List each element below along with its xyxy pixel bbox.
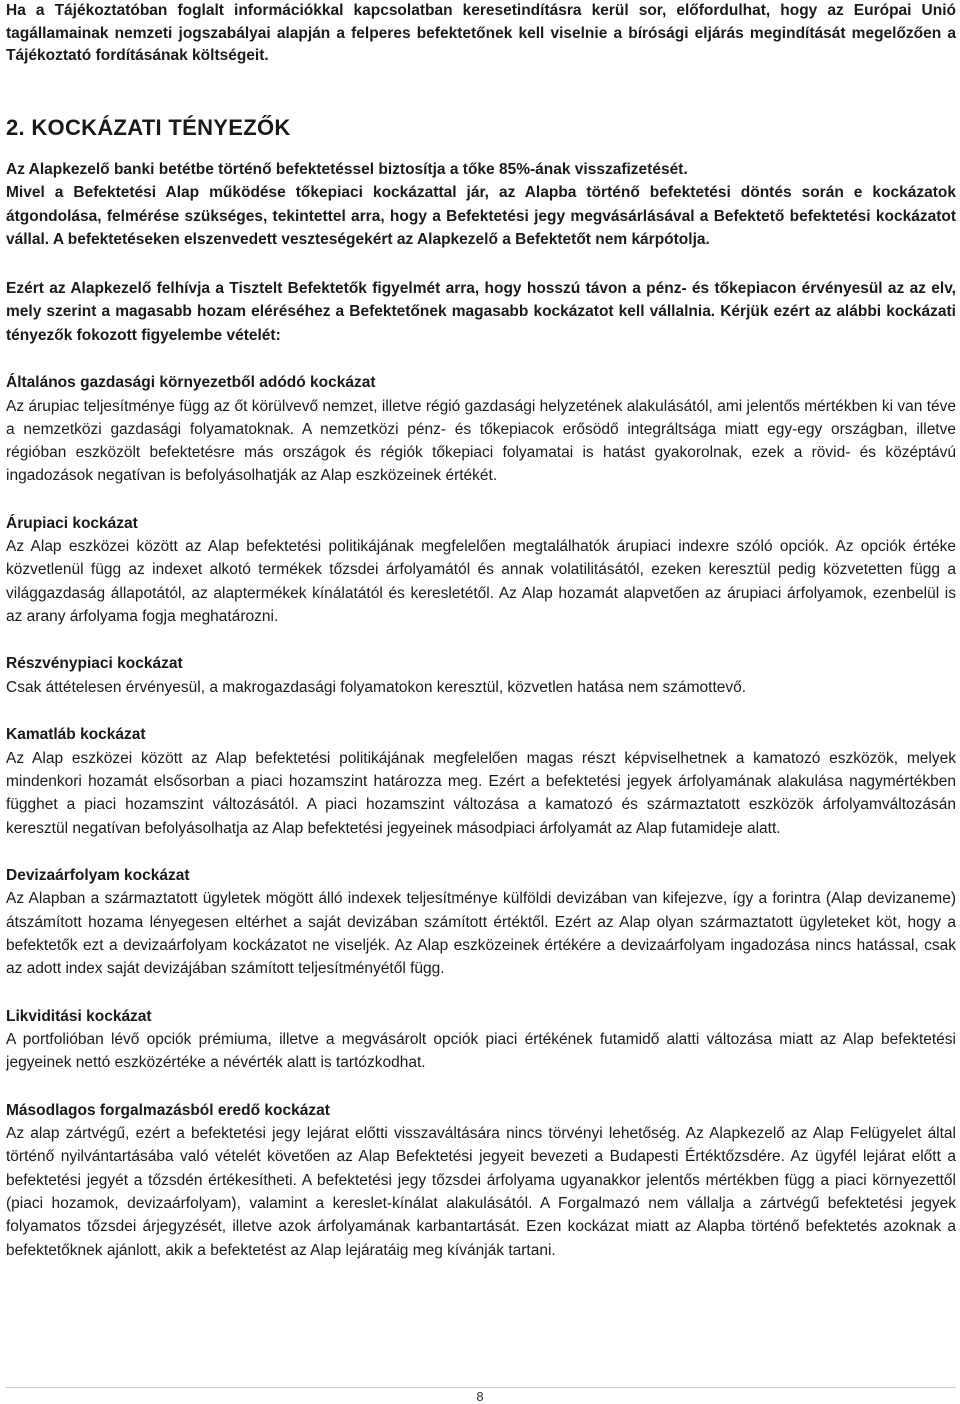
section-general-economic-risk: [6, 372, 956, 488]
section-liquidity-risk: [6, 1006, 956, 1075]
section-body: Az Alap eszközei között az Alap befektetési politikájának megfelelően megtalálhatók árupiaci indexre szóló opciók. Az opciók értéke közvetlenül függ az indexet alkotó termékek tőzsdei árfolyamától és annak volatilitásától, ezeken keresztül pedig közvetetten függ a világgazdaság állapotától, az alaptermékek kínálatától és keresletétől. Az Alap hozamát alapvetően az árupiaci árfolyamok, ezenbelül is az arany árfolyama fogja meghatározni.: [6, 538, 956, 626]
section-title: Árupiaci kockázat: [6, 514, 138, 532]
risk-intro-paragraph: Mivel a Befektetési Alap működése tőkepiaci kockázattal jár, az Alapba történő befektetési döntés során e kockázatok átgondolása, felmérése szükséges, tekintettel arra, hogy a Befektetési jegy megvásárlásával a Befektető befektetési kockázatot vállal. A befektetéseken elszenvedett veszteségekért az Alapkezelő a Befektetőt nem kárpótolja.: [6, 184, 956, 248]
section-body: Az alap zártvégű, ezért a befektetési jegy lejárat előtti visszaváltására nincs törvényi lehetőség. Az Alapkezelő az Alap Felügyelet által történő nyilvántartásába való vételét követően az Alap Befektetési jegyeit bevezeti a Budapesti Értéktőzsdére. Az ügyfél lejárat előtt a befektetési jegyét a tőzsdén értékesítheti. A befektetési jegy tőzsdei árfolyama ugyanakkor jelentős mértékben függ a piaci környezettől (piaci hozamok, devizaárfolyam), valamint a kereslet-kínálat alakulásától. A Forgalmazó nem vállalja a zártvégű befektetési jegyek folyamatos tőzsdei árjegyzését, illetve azok árfolyamának karbantartását. Ezen kockázat miatt az Alapba történő befektetés azoknak a befektetőknek ajánlott, akik a befektetést az Alap lejáratáig meg kívánják tartani.: [6, 1125, 956, 1259]
section-commodity-market-risk: [6, 513, 956, 629]
section-body: Csak áttételesen érvényesül, a makrogazdasági folyamatokon keresztül, közvetlen hatása nem számottevő.: [6, 678, 747, 696]
section-title: Devizaárfolyam kockázat: [6, 866, 190, 884]
risk-advice-paragraph: Ezért az Alapkezelő felhívja a Tisztelt Befektetők figyelmét arra, hogy hosszú távon a pénz- és tőkepiacon érvényesül az az elv, mely szerint a magasabb hozam eléréséhez a Befektetőnek magasabb kockázatot kell vállalnia. Kérjük ezért az alábbi kockázati tényezők fokozott figyelembe vételét:: [6, 279, 956, 344]
section-title: Részvénypiaci kockázat: [6, 655, 183, 673]
section-title: Kamatláb kockázat: [6, 726, 146, 744]
section-body: Az árupiac teljesítménye függ az őt körülvevő nemzet, illetve régió gazdasági helyzetének alakulásától, ami jelentős mértékben ki van téve a nemzetközi gazdasági folyamatoknak. A nemzetközi pénz- és tőkepiacok erősödő integráltsága miatt egy-egy országban, illetve régióban eszközölt befektetésre más országok és régiók tőkepiaci folyamatai is hatást gyakorolnak, ezek a rövid- és középtávú ingadozások negatívan is befolyásolhatják az Alap eszközeinek értékét.: [6, 397, 956, 485]
section-title: Likviditási kockázat: [6, 1007, 152, 1025]
section-body: Az Alapban a származtatott ügyletek mögött álló indexek teljesítménye külföldi devizában van kifejezve, így a forintra (Alap devizaneme) átszámított hozama lényegesen eltérhet a saját devizában számított értéktől. Ezért az Alap olyan származtatott ügyleteket köt, hogy a befektetők ezt a devizaárfolyam kockázatot ne viseljék. Az Alap eszközeinek értékére a devizaárfolyam ingadozása nincs hatással, csak az adott index saját devizájában számított teljesítményétől függ.: [6, 890, 956, 978]
section-secondary-trading-risk: [6, 1100, 956, 1262]
section-fx-rate-risk: [6, 865, 956, 981]
chapter-title: 2. KOCKÁZATI TÉNYEZŐK: [6, 114, 291, 140]
section-title: Általános gazdasági környezetből adódó kockázat: [6, 374, 376, 391]
document-page: [6, 0, 956, 1262]
section-body: Az Alap eszközei között az Alap befektetési politikájának megfelelően magas részt képviselhetnek a kamatozó eszközök, melyek mindenkori hozamát elsősorban a piaci hozamszint határozza meg. Ezért a befektetési jegyek árfolyamának alakulása nagymértékben függhet a piaci hozamszint változásától. A piaci hozamszint változása a kamatozó és származtatott eszközök árfolyamváltozásán keresztül negatívan befolyásolhatja az Alap befektetési jegyeinek másodpiaci árfolyamát az Alap futamideje alatt.: [6, 749, 956, 837]
lead-paragraph: Az Alapkezelő banki betétbe történő befektetéssel biztosítja a tőke 85%-ának visszafizetését.: [6, 160, 688, 178]
section-interest-rate-risk: [6, 724, 956, 840]
section-body: A portfolióban lévő opciók prémiuma, illetve a megvásárolt opciók piaci értékének futamidő alatti változása miatt az Alap befektetési jegyeinek nettó eszközértéke a névérték alatt is tartózkodhat.: [6, 1031, 956, 1072]
section-equity-market-risk: [6, 653, 956, 699]
section-title: Másodlagos forgalmazásból eredő kockázat: [6, 1101, 330, 1119]
page-number: 8: [476, 1389, 484, 1404]
intro-paragraph: Ha a Tájékoztatóban foglalt információkkal kapcsolatban keresetindításra kerül sor, előfordulhat, hogy az Európai Unió tagállamainak nemzeti jogszabályai alapján a felperes befektetőnek kell viselnie a bírósági eljárás megindítását megelőzően a Tájékoztató fordításának költségeit.: [6, 2, 956, 64]
footer-divider: [6, 1387, 956, 1388]
